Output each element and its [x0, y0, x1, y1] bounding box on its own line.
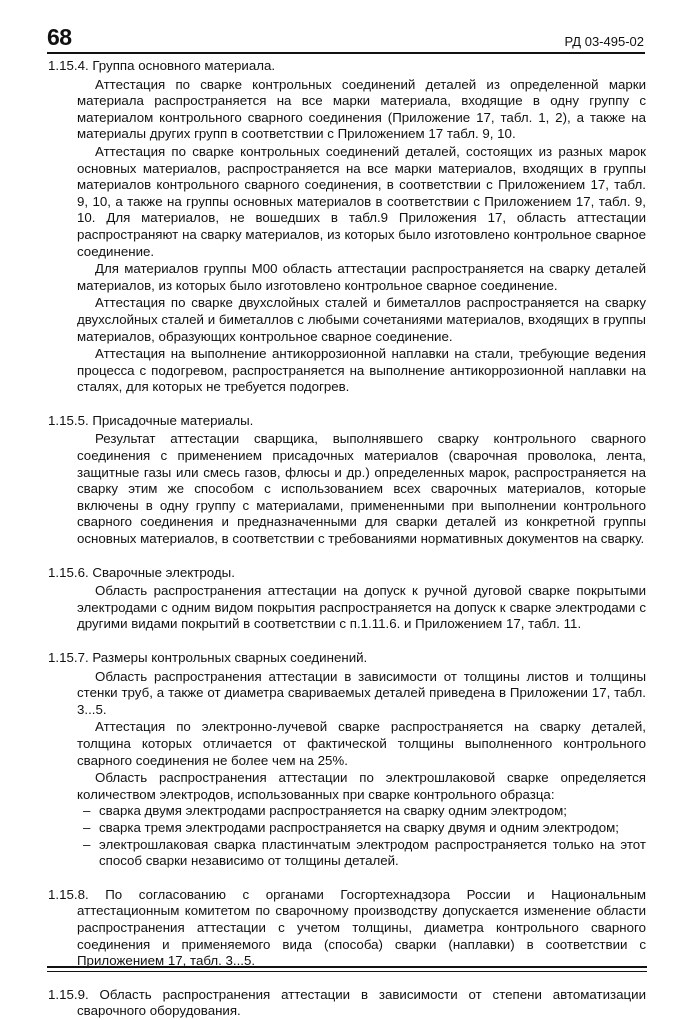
list-item: – электрошлаковая сварка пластинчатым электродом распространяется только на этот способ сварки независимо от толщины деталей.: [77, 837, 646, 870]
page-header: [47, 22, 645, 54]
section-1-15-6: [48, 565, 646, 633]
paragraph: Аттестация на выполнение антикоррозионной наплавки на стали, требующие ведения процесса с подогревом, распространяется на выполнение антикоррозионной наплавки на сталях, для которых не требуется подогрев.: [77, 346, 646, 395]
paragraph: Результат аттестации сварщика, выполнявшего сварку контрольного сварного соединения с применением присадочных материалов (сварочная проволока, лента, защитные газы или смесь газов, флюсы и др.) определенных марок, распространяется на сварку этим же способом с использованием всех сварочных материалов, которые включены в одну группу с материалами, примененными при выполнении контрольного сварного соединения и предназначенными для сварки деталей из конкретной группы основных материалов, в соответствии с требованиями нормативных документов на сварку.: [77, 431, 646, 547]
footer-rule: [47, 966, 647, 972]
section-heading: 1.15.5. Присадочные материалы.: [48, 412, 254, 428]
section-1-15-8: [48, 887, 646, 970]
section-1-15-5: [48, 413, 646, 548]
numbered-paragraph: 1.15.9. Область распространения аттестации в зависимости от степени автоматизации сварочного оборудования.: [48, 986, 646, 1019]
paragraph: Для материалов группы М00 область аттестации распространяется на сварку деталей материалов, из которых было изготовлено контрольное сварное соединение.: [77, 261, 646, 293]
section-heading: 1.15.4. Группа основного материала.: [48, 58, 276, 73]
paragraph: Аттестация по электронно-лучевой сварке распространяется на сварку деталей, толщина которых отличается от фактической толщины выполненного контрольного сварного соединения не более чем на 25%.: [77, 719, 646, 768]
section-1-15-7: [48, 650, 646, 870]
page-content: [48, 58, 646, 1020]
paragraph: Область распространения аттестации по электрошлаковой сварке определяется количеством электродов, использованных при сварке контрольного образца:: [77, 770, 646, 802]
section-1-15-4: [48, 58, 646, 396]
section-heading: 1.15.6. Сварочные электроды.: [48, 564, 235, 580]
paragraph: Область распространения аттестации на допуск к ручной дуговой сварке покрытыми электродами с одним видом покрытия распространяется на допуск к сварке электродами с другими видами покрытий в соответствии с п.1.11.6. и Приложением 17, табл. 11.: [77, 583, 646, 632]
list-item: – сварка двумя электродами распространяется на сварку одним электродом;: [77, 803, 646, 820]
section-1-15-9: [48, 987, 646, 1020]
dash-list: [48, 803, 646, 869]
numbered-paragraph: 1.15.8. По согласованию с органами Госгортехнадзора России и Национальным аттестационным комитетом по сварочному производству допускается изменение области распространения аттестации с учетом толщины, диаметра контрольного сварного соединения и применяемого вида (способа) сварки (наплавки) в соответствии с Приложением 17, табл. 3...5.: [48, 886, 646, 969]
paragraph: Область распространения аттестации в зависимости от толщины листов и толщины стенки труб, а также от диаметра свариваемых деталей приведена в Приложении 17, табл. 3...5.: [77, 668, 646, 717]
list-item: – сварка тремя электродами распространяется на сварку двумя и одним электродом;: [77, 820, 646, 837]
paragraph: Аттестация по сварке контрольных соединений деталей, состоящих из разных марок основных материалов, распространяется на все марки материалов, входящих в группы материалов контрольного сварного соединения, в соответствии с Приложением 17, табл. 9, 10, а также на группы основных материалов в соответствии с Приложением 17, табл. 9, 10. Для материалов, не вошедших в табл.9 Приложения 17, область аттестации распространяют на сварку материалов, из которых было изготовлено контрольное сварное соединение.: [77, 143, 646, 259]
page-number: 68: [47, 24, 72, 50]
paragraph: Аттестация по сварке двухслойных сталей и биметаллов распространяется на сварку двухслойных сталей и биметаллов с любыми сочетаниями материалов, входящих в группы материалов, образующих контрольное сварное соединение.: [77, 295, 646, 344]
document-code: РД 03-495-02: [564, 34, 644, 49]
section-heading: 1.15.7. Размеры контрольных сварных соединений.: [48, 650, 368, 665]
paragraph: Аттестация по сварке контрольных соединений деталей из определенной марки материала распространяется на все марки материала, входящие в одну группу с материалом контрольного сварного соединения (Приложение 17, табл. 1, 2), а также на материалы других групп в соответствии с Приложением 17 табл. 9, 10.: [77, 76, 646, 142]
